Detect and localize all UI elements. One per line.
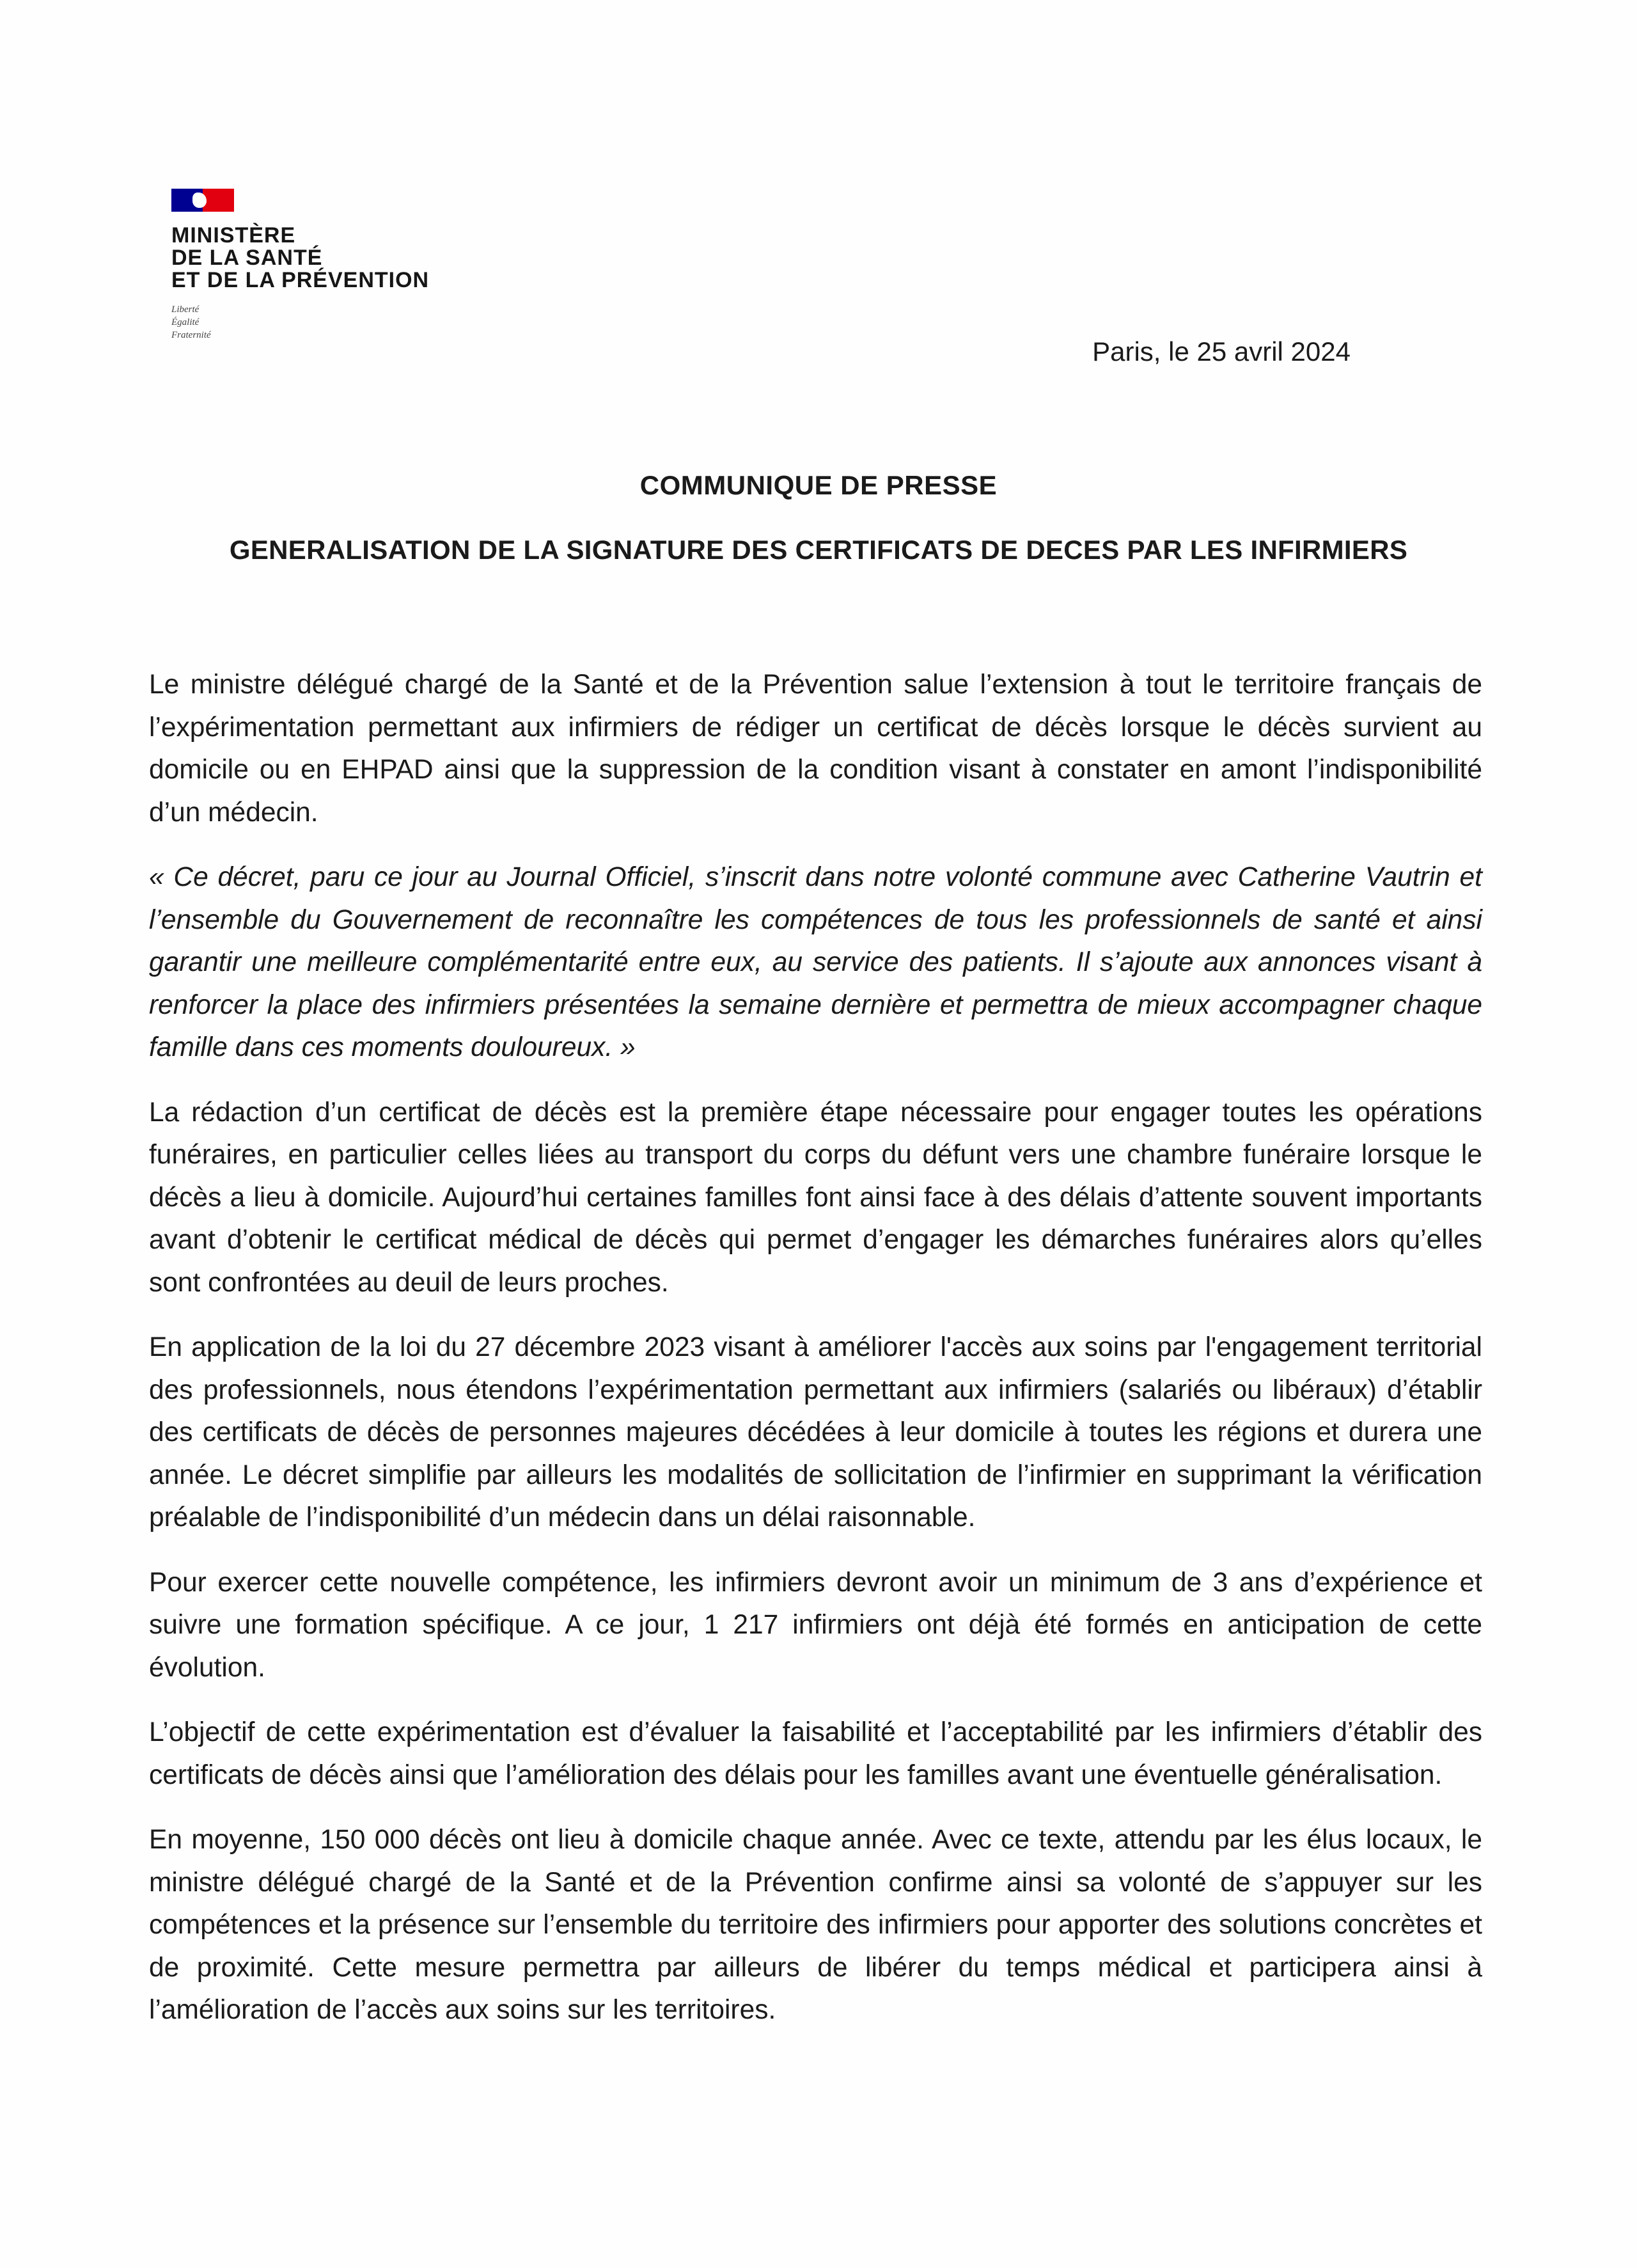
release-date: Paris, le 25 avril 2024 [1092, 336, 1351, 366]
body-text [149, 664, 1482, 2054]
motto-line: Fraternité [171, 330, 211, 340]
document-heading: COMMUNIQUE DE PRESSE [639, 470, 998, 500]
paragraph: L’objectif de cette expérimentation est d’évaluer la faisabilité et l’acceptabilité par les infirmiers d’établir des certificats de décès ainsi que l’amélioration des délais pour les familles avant une éventuelle généralisation. [149, 1717, 1482, 1790]
ministry-logo [171, 189, 478, 342]
paragraph: Le ministre délégué chargé de la Santé et de la Prévention salue l’extension à tout le territoire français de l’expérimentation permettant aux infirmiers de rédiger un certificat de décès lorsque le décès survient au domicile ou en EHPAD ainsi que la suppression de la condition visant à constater en amont l’indisponibilité d’un médecin. [149, 670, 1482, 828]
paragraph: La rédaction d’un certificat de décès est la première étape nécessaire pour engager toutes les opérations funéraires, en particulier celles liées au transport du corps du défunt vers une chambre funéraire lorsque le décès a lieu à domicile. Aujourd’hui certaines familles font ainsi face à des délais d’attente souvent importants avant d’obtenir le certificat médical de décès qui permet d’engager les démarches funéraires alors qu’elles sont confrontées au deuil de leurs proches. [149, 1097, 1482, 1298]
document-subject: GENERALISATION DE LA SIGNATURE DES CERTIFICATS DE DECES PAR LES INFIRMIERS [229, 535, 1408, 565]
paragraph: Pour exercer cette nouvelle compétence, les infirmiers devront avoir un minimum de 3 ans d’expérience et suivre une formation spécifique. A ce jour, 1 217 infirmiers ont déjà été formés en anticipation de cette évolution. [149, 1567, 1482, 1683]
ministry-line: DE LA SANTÉ [171, 246, 323, 270]
ministry-name [171, 224, 478, 292]
paragraph: En moyenne, 150 000 décès ont lieu à domicile chaque année. Avec ce texte, attendu par les élus locaux, le ministre délégué chargé de la Santé et de la Prévention confirme ainsi sa volonté de s’appuyer sur les compétences et la présence sur l’ensemble du territoire des infirmiers pour apporter des solutions concrètes et de proximité. Cette mesure permettra par ailleurs de libérer du temps médical et participera ainsi à l’amélioration de l’accès aux soins sur les territoires. [149, 1825, 1482, 2025]
motto-line: Liberté [171, 304, 200, 315]
quote-paragraph: « Ce décret, paru ce jour au Journal Officiel, s’inscrit dans notre volonté commune avec Catherine Vautrin et l’ensemble du Gouvernement de reconnaître les compétences de tous les professionnels de santé et ainsi garantir une meilleure complémentarité entre eux, au service des patients. Il s’ajoute aux annonces visant à renforcer la place des infirmiers présentées la semaine dernière et permettra de mieux accompagner chaque famille dans ces moments douloureux. » [149, 862, 1482, 1062]
motto-line: Égalité [171, 317, 200, 327]
paragraph: En application de la loi du 27 décembre 2023 visant à améliorer l'accès aux soins par l'engagement territorial des professionnels, nous étendons l’expérimentation permettant aux infirmiers (salariés ou libéraux) d’établir des certificats de décès de personnes majeures décédées à leur domicile à toutes les régions et durera une année. Le décret simplifie par ailleurs les modalités de sollicitation de l’infirmier en supprimant la vérification préalable de l’indisponibilité d’un médecin dans un délai raisonnable. [149, 1332, 1482, 1532]
ministry-line: ET DE LA PRÉVENTION [171, 268, 430, 292]
french-flag-icon [171, 189, 234, 212]
ministry-line: MINISTÈRE [171, 223, 296, 248]
republic-motto [171, 303, 478, 342]
